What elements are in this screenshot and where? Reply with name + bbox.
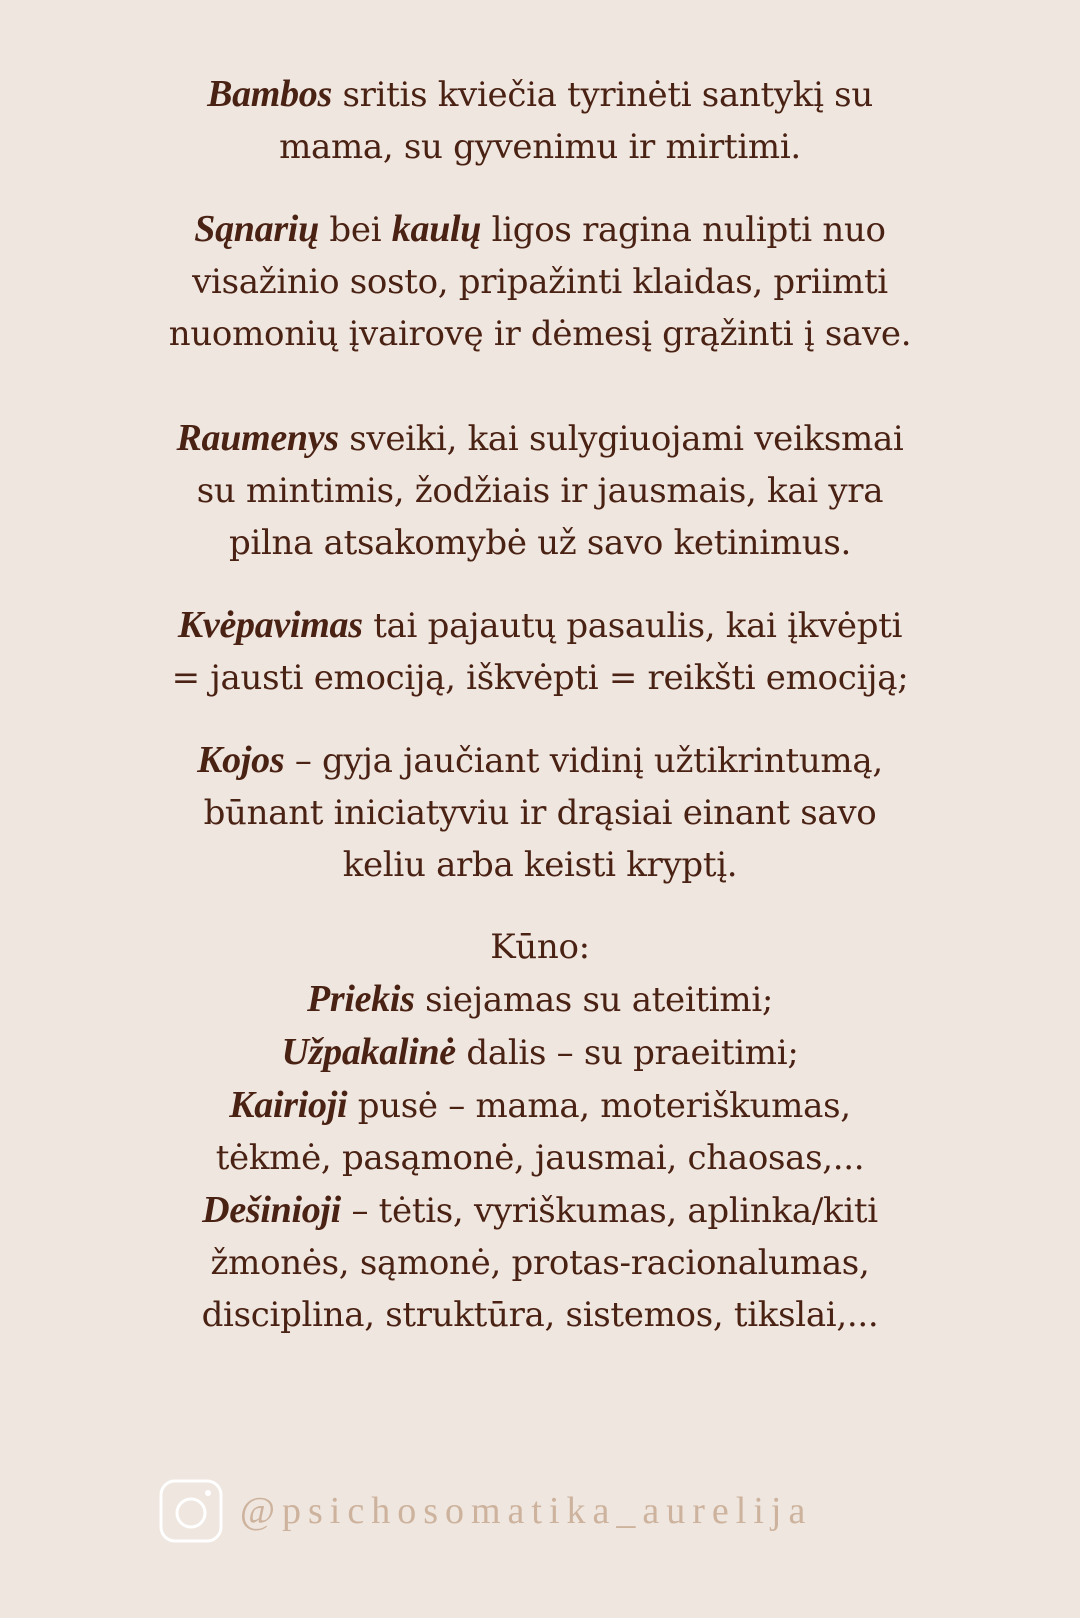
- keyword: Užpakalinė: [281, 1031, 456, 1073]
- text-line: [130, 1184, 950, 1237]
- paragraph-kojos: [130, 734, 950, 891]
- keyword: Kojos: [197, 739, 285, 781]
- text-line: [130, 1026, 950, 1079]
- text-line: mama, su gyvenimu ir mirtimi.: [279, 127, 801, 167]
- paragraph-kuno: [130, 921, 950, 1341]
- text-fragment: siejamas su ateitimi;: [414, 980, 774, 1020]
- keyword: Bambos: [207, 73, 332, 115]
- instagram-handle[interactable]: @psichosomatika_aurelija: [240, 1490, 813, 1532]
- keyword: Raumenys: [176, 417, 339, 459]
- paragraph-kvepavimas: [130, 599, 950, 704]
- text-line: pilna atsakomybė už savo ketinimus.: [228, 523, 852, 563]
- instagram-icon[interactable]: [158, 1478, 224, 1544]
- text-fragment: sritis kviečia tyrinėti santykį su: [331, 75, 873, 115]
- main-content: [0, 68, 1080, 1341]
- text-fragment: – gyja jaučiant vidinį užtikrintumą,: [284, 741, 883, 781]
- text-fragment: bei: [318, 210, 392, 250]
- text-line: [130, 734, 950, 787]
- text-line: tėkmė, pasąmonė, jausmai, chaosas,...: [215, 1138, 865, 1178]
- paragraph-bambos: [130, 68, 950, 173]
- paragraph-raumenys: [130, 412, 950, 569]
- keyword: Kairioji: [229, 1084, 348, 1126]
- text-line: [130, 412, 950, 465]
- text-line: disciplina, struktūra, sistemos, tikslai,...: [201, 1295, 879, 1335]
- footer: [158, 1478, 812, 1544]
- text-line: [130, 203, 950, 256]
- keyword: Kvėpavimas: [177, 604, 363, 646]
- keyword: Dešinioji: [202, 1189, 341, 1231]
- text-line: [130, 599, 950, 652]
- keyword: Sąnarių: [194, 208, 319, 250]
- text-fragment: pusė – mama, moteriškumas,: [347, 1086, 851, 1126]
- text-line: su mintimis, žodžiais ir jausmais, kai yra: [196, 471, 884, 511]
- text-fragment: ligos ragina nulipti nuo: [481, 210, 886, 250]
- text-line: [130, 68, 950, 121]
- text-line: žmonės, sąmonė, protas-racionalumas,: [210, 1243, 870, 1283]
- keyword: kaulų: [391, 208, 482, 250]
- text-fragment: dalis – su praeitimi;: [455, 1033, 799, 1073]
- text-fragment: sveiki, kai sulygiuojami veiksmai: [338, 419, 904, 459]
- text-line: visažinio sosto, pripažinti klaidas, priimti: [192, 262, 888, 302]
- text-line: [130, 1079, 950, 1132]
- text-line: [130, 973, 950, 1026]
- text-fragment: – tėtis, vyriškumas, aplinka/kiti: [340, 1191, 878, 1231]
- keyword: Priekis: [306, 978, 415, 1020]
- text-line: = jausti emociją, iškvėpti = reikšti emociją;: [171, 658, 909, 698]
- text-line: keliu arba keisti kryptį.: [342, 845, 738, 885]
- paragraph-sanariu: [130, 203, 950, 360]
- text-line: nuomonių įvairovę ir dėmesį grąžinti į save.: [168, 314, 912, 354]
- text-line: būnant iniciatyviu ir drąsiai einant savo: [203, 793, 877, 833]
- section-heading: Kūno:: [490, 927, 590, 967]
- text-fragment: tai pajautų pasaulis, kai įkvėpti: [362, 606, 903, 646]
